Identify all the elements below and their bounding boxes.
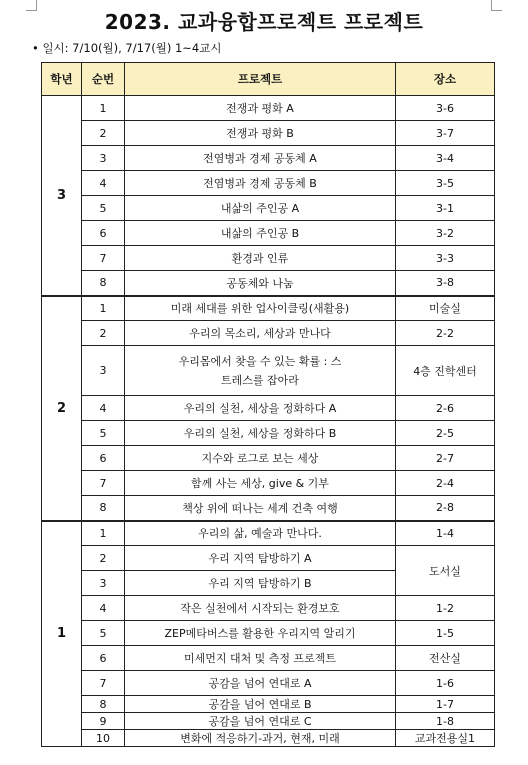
table-row <box>42 621 495 646</box>
header-place: 장소 <box>396 63 495 96</box>
number-cell: 5 <box>82 621 125 646</box>
number-cell: 6 <box>82 446 125 471</box>
project-cell: 미세먼지 대처 및 측정 프로젝트 <box>125 646 396 671</box>
table-row <box>42 596 495 621</box>
table-row <box>42 521 495 546</box>
project-cell: 전염병과 경제 공동체 A <box>125 146 396 171</box>
table-row <box>42 421 495 446</box>
table-row <box>42 446 495 471</box>
number-cell: 4 <box>82 171 125 196</box>
table-row <box>42 546 495 571</box>
grade-cell: 2 <box>42 296 82 521</box>
table-row <box>42 471 495 496</box>
number-cell: 2 <box>82 546 125 571</box>
document-title: 2023. 교과융합프로젝트 프로젝트 <box>104 10 424 34</box>
place-cell: 1-6 <box>396 671 495 696</box>
number-cell: 6 <box>82 221 125 246</box>
number-cell: 3 <box>82 346 125 396</box>
place-cell: 2-8 <box>396 496 495 521</box>
project-cell: 전쟁과 평화 B <box>125 121 396 146</box>
grade-cell: 1 <box>42 521 82 747</box>
project-cell: 책상 위에 떠나는 세계 건축 여행 <box>125 496 396 521</box>
project-cell: 우리의 목소리, 세상과 만나다 <box>125 321 396 346</box>
project-cell: 우리의 삶, 예술과 만나다. <box>125 521 396 546</box>
table-row <box>42 246 495 271</box>
header-number: 순번 <box>82 63 125 96</box>
project-cell: 공감을 넘어 연대로 A <box>125 671 396 696</box>
table-row <box>42 221 495 246</box>
table-row <box>42 713 495 730</box>
number-cell: 3 <box>82 571 125 596</box>
table-row <box>42 146 495 171</box>
place-cell: 3-1 <box>396 196 495 221</box>
number-cell: 2 <box>82 121 125 146</box>
grade-cell: 3 <box>42 96 82 296</box>
place-cell: 4층 진학센터 <box>396 346 495 396</box>
table-row <box>42 730 495 747</box>
number-cell: 8 <box>82 496 125 521</box>
place-cell: 2-4 <box>396 471 495 496</box>
number-cell: 5 <box>82 196 125 221</box>
number-cell: 4 <box>82 396 125 421</box>
place-cell: 전산실 <box>396 646 495 671</box>
table-row <box>42 321 495 346</box>
table-row <box>42 121 495 146</box>
header-project: 프로젝트 <box>125 63 396 96</box>
table-row <box>42 96 495 121</box>
place-cell: 1-4 <box>396 521 495 546</box>
table-row <box>42 396 495 421</box>
place-cell: 교과전용실1 <box>396 730 495 747</box>
place-cell: 3-2 <box>396 221 495 246</box>
number-cell: 1 <box>82 296 125 321</box>
table-row <box>42 196 495 221</box>
project-cell: 우리 지역 탐방하기 A <box>125 546 396 571</box>
project-cell: 내삶의 주인공 A <box>125 196 396 221</box>
place-cell: 2-6 <box>396 396 495 421</box>
number-cell: 6 <box>82 646 125 671</box>
project-cell: 내삶의 주인공 B <box>125 221 396 246</box>
place-cell: 1-8 <box>396 713 495 730</box>
project-cell: 지수와 로그로 보는 세상 <box>125 446 396 471</box>
project-cell: 공감을 넘어 연대로 B <box>125 696 396 713</box>
table-row <box>42 296 495 321</box>
table-row <box>42 271 495 296</box>
number-cell: 10 <box>82 730 125 747</box>
table-row <box>42 171 495 196</box>
place-cell: 2-2 <box>396 321 495 346</box>
number-cell: 1 <box>82 521 125 546</box>
number-cell: 7 <box>82 671 125 696</box>
table-row <box>42 496 495 521</box>
project-cell: 환경과 인류 <box>125 246 396 271</box>
project-cell: 우리의 실천, 세상을 정화하다 B <box>125 421 396 446</box>
project-cell: 전염병과 경제 공동체 B <box>125 171 396 196</box>
number-cell: 7 <box>82 471 125 496</box>
place-cell: 3-6 <box>396 96 495 121</box>
place-cell: 3-7 <box>396 121 495 146</box>
number-cell: 8 <box>82 271 125 296</box>
table-row <box>42 696 495 713</box>
project-cell: ZEP메타버스를 활용한 우리지역 알리기 <box>125 621 396 646</box>
place-cell: 1-7 <box>396 696 495 713</box>
number-cell: 9 <box>82 713 125 730</box>
table-row <box>42 646 495 671</box>
number-cell: 7 <box>82 246 125 271</box>
project-cell: 공감을 넘어 연대로 C <box>125 713 396 730</box>
number-cell: 4 <box>82 596 125 621</box>
place-cell: 도서실 <box>396 546 495 596</box>
place-cell: 2-5 <box>396 421 495 446</box>
schedule-info: • 일시: 7/10(월), 7/17(월) 1~4교시 <box>32 41 222 55</box>
number-cell: 5 <box>82 421 125 446</box>
place-cell: 3-5 <box>396 171 495 196</box>
place-cell: 3-3 <box>396 246 495 271</box>
project-cell: 미래 세대를 위한 업사이클링(새활용) <box>125 296 396 321</box>
project-table <box>41 62 495 747</box>
place-cell: 미술실 <box>396 296 495 321</box>
header-grade: 학년 <box>42 63 82 96</box>
number-cell: 1 <box>82 96 125 121</box>
place-cell: 3-4 <box>396 146 495 171</box>
number-cell: 3 <box>82 146 125 171</box>
table-header-row <box>42 63 495 96</box>
number-cell: 2 <box>82 321 125 346</box>
project-cell: 우리몸에서 찾을 수 있는 확률 : 스트레스를 잡아라 <box>125 346 396 396</box>
project-cell: 작은 실천에서 시작되는 환경보호 <box>125 596 396 621</box>
table-row <box>42 346 495 396</box>
project-cell: 전쟁과 평화 A <box>125 96 396 121</box>
table-row <box>42 671 495 696</box>
project-cell: 변화에 적응하기-과거, 현재, 미래 <box>125 730 396 747</box>
place-cell: 2-7 <box>396 446 495 471</box>
project-cell: 우리 지역 탐방하기 B <box>125 571 396 596</box>
place-cell: 1-2 <box>396 596 495 621</box>
project-cell: 공동체와 나눔 <box>125 271 396 296</box>
project-cell: 우리의 실천, 세상을 정화하다 A <box>125 396 396 421</box>
place-cell: 1-5 <box>396 621 495 646</box>
number-cell: 8 <box>82 696 125 713</box>
project-cell: 함께 사는 세상, give & 기부 <box>125 471 396 496</box>
place-cell: 3-8 <box>396 271 495 296</box>
